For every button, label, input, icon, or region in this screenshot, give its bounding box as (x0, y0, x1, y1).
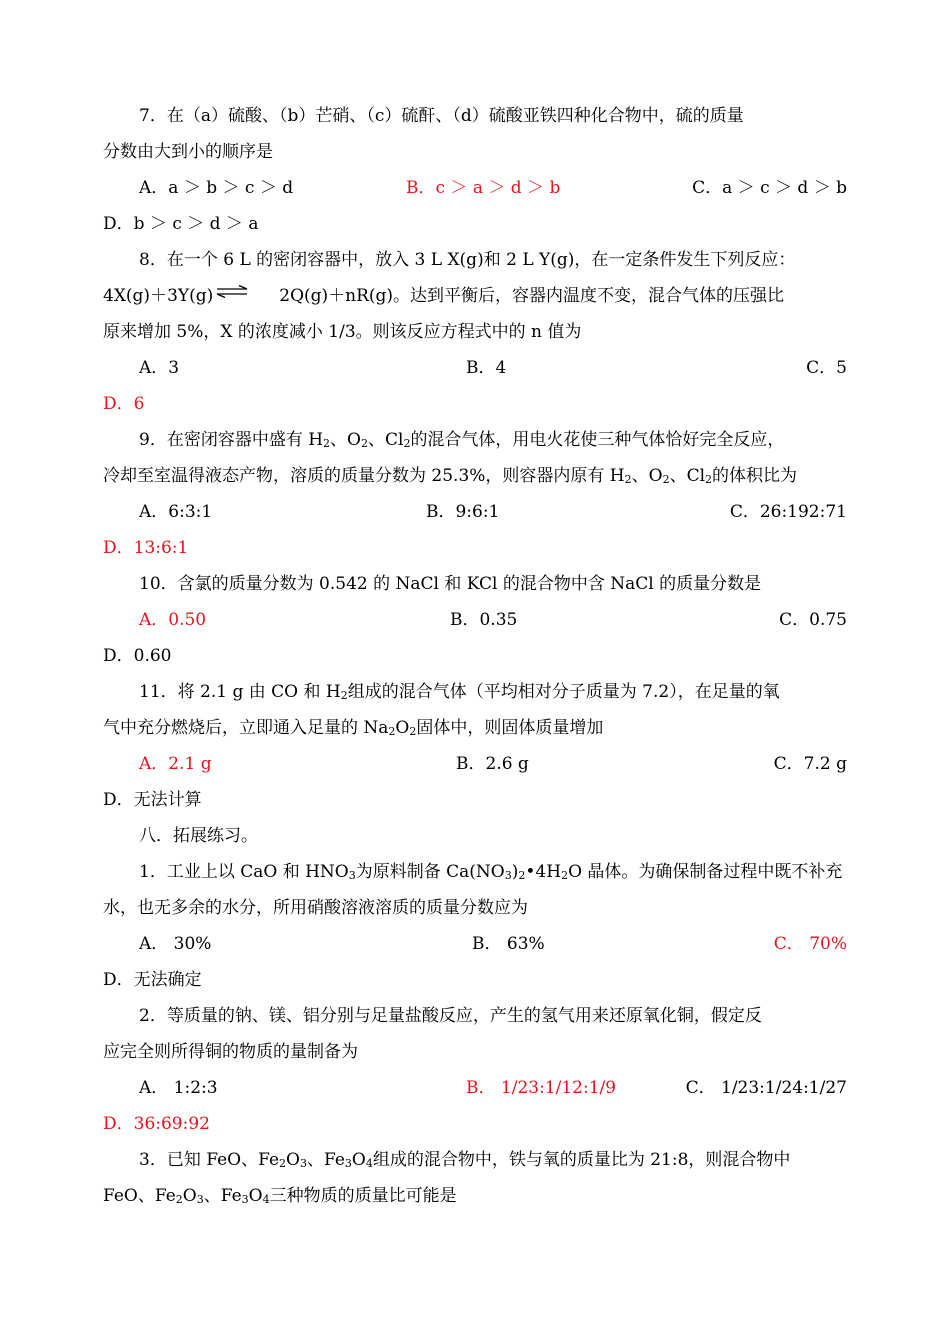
q10-option-a-answer: A．0.50 (139, 610, 207, 630)
q9-option-a: A．6:3:1 (139, 502, 213, 522)
e1-stem-line2: 水，也无多余的水分，所用硝酸溶液溶质的质量分数应为 (103, 898, 528, 918)
e1-option-a: A． 30% (139, 934, 212, 954)
q7-option-a: A．a ＞ b ＞ c ＞ d (139, 178, 294, 198)
q10-option-b: B．0.35 (450, 610, 518, 630)
q7-option-b-answer: B．c ＞ a ＞ d ＞ b (406, 178, 561, 198)
q8-option-a: A．3 (139, 358, 180, 378)
e2-option-a: A． 1:2:3 (139, 1078, 218, 1098)
q8-stem-line1: 8．在一个 6 L 的密闭容器中，放入 3 L X(g)和 2 L Y(g)，在一定条件发生下列反应： (139, 250, 796, 270)
equilibrium-arrow-icon (215, 285, 249, 299)
q8-option-b: B．4 (466, 358, 507, 378)
q8-equation-left: 4X(g)＋3Y(g) (103, 286, 214, 306)
e2-stem-line2: 应完全则所得铜的物质的量制备为 (103, 1042, 358, 1062)
q11-option-a-answer: A．2.1 g (139, 754, 212, 774)
q11-option-b: B．2.6 g (456, 754, 529, 774)
q8-equation-right: 2Q(g)＋nR(g)。达到平衡后，容器内温度不变，混合气体的压强比 (279, 286, 785, 306)
q7-stem-line2: 分数由大到小的顺序是 (103, 142, 273, 162)
q11-stem-line2: 气中充分燃烧后，立即通入足量的 $Na_2O_2$固体中，则固体质量增加 (103, 718, 604, 738)
e3-stem-line2: FeO、$Fe_2O_3$、$Fe_3O_4$三种物质的质量比可能是 (103, 1186, 457, 1206)
e1-stem-line1: 1．工业上以 CaO 和 $HNO_3$为原料制备 $Ca(NO_3)_2•4H_2O$ 晶体。为确保制备过程中既不补充 (139, 862, 843, 882)
e1-option-c-answer: C． 70% (773, 934, 847, 954)
q11-option-d: D．无法计算 (103, 790, 202, 810)
section-heading: 八．拓展练习。 (139, 826, 258, 846)
q7-option-d: D．b ＞ c ＞ d ＞ a (103, 214, 259, 234)
q10-stem-line1: 10．含氯的质量分数为 0.542 的 NaCl 和 KCl 的混合物中含 NaCl 的质量分数是 (139, 574, 762, 594)
q8-stem-line3: 原来增加 5%，X 的浓度减小 1/3。则该反应方程式中的 n 值为 (103, 322, 582, 342)
q9-option-b: B．9:6:1 (426, 502, 500, 522)
e2-option-d: D．36:69:92 (103, 1114, 210, 1134)
q10-option-d: D．0.60 (103, 646, 172, 666)
q9-stem-line1: 9．在密闭容器中盛有 $H_2$、$O_2$、$Cl_2$的混合气体，用电火花使三种气体恰好完全反应， (139, 430, 785, 450)
q11-stem-line1: 11．将 2.1 g 由 CO 和 $H_2$组成的混合气体（平均相对分子质量为 7.2），在足量的氧 (139, 682, 780, 702)
e2-option-c: C． 1/23:1/24:1/27 (685, 1078, 847, 1098)
q11-option-c: C．7.2 g (773, 754, 847, 774)
q7-option-c: C．a ＞ c ＞ d ＞ b (692, 178, 847, 198)
e1-option-d: D．无法确定 (103, 970, 202, 990)
q8-equation-line (103, 283, 847, 309)
e2-option-b-answer: B． 1/23:1/12:1/9 (466, 1078, 617, 1098)
q10-option-c: C．0.75 (779, 610, 847, 630)
q7-stem-line1: 7．在（a）硫酸、（b）芒硝、（c）硫酐、（d）硫酸亚铁四种化合物中，硫的质量 (139, 106, 744, 126)
q9-stem-line2: 冷却至室温得液态产物，溶质的质量分数为 25.3%，则容器内原有 $H_2$、$O_2$、$Cl_2$的体积比为 (103, 466, 798, 486)
q9-option-c: C．26:192:71 (729, 502, 847, 522)
e3-stem-line1: 3．已知 FeO、$Fe_2O_3$、$Fe_3O_4$组成的混合物中，铁与氧的质量比为 21:8，则混合物中 (139, 1150, 791, 1170)
q9-option-d-answer: D．13:6:1 (103, 538, 189, 558)
q8-option-d-answer: D．6 (103, 394, 145, 414)
e2-stem-line1: 2．等质量的钠、镁、铝分别与足量盐酸反应，产生的氢气用来还原氧化铜，假定反 (139, 1006, 762, 1026)
q8-option-c: C．5 (806, 358, 847, 378)
e1-option-b: B． 63% (472, 934, 545, 954)
